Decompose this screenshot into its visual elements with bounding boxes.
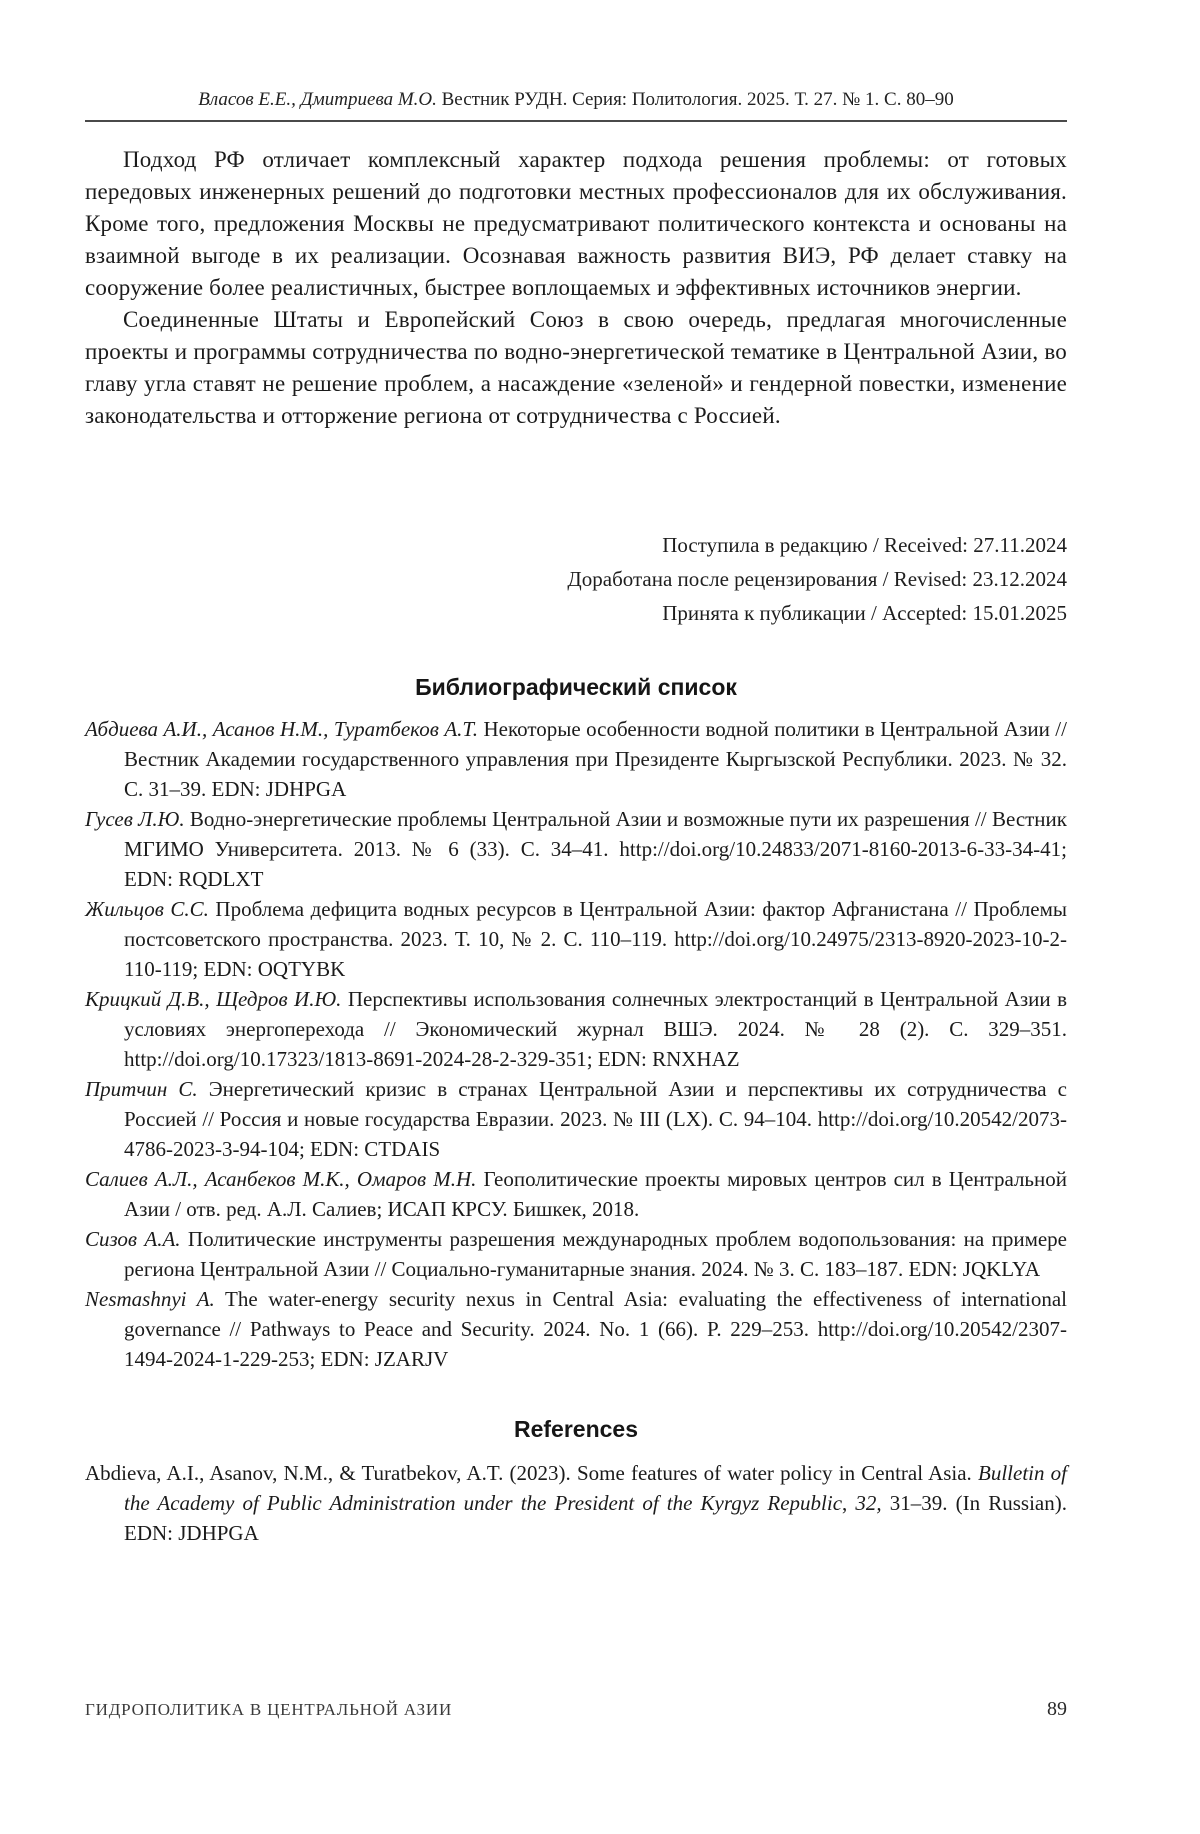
entry-text: The water-energy security nexus in Central Asia: evaluating the effectiveness of international governance // Pathways to Peace and Security. 2024. No. 1 (66). P. 229–253. http://doi.org/10.20542/2307-1494-2024-1-229-253; EDN: JZARJV [124, 1287, 1067, 1371]
running-head-source: Вестник РУДН. Серия: Политология. 2025. Т. 27. № 1. С. 80–90 [436, 89, 954, 110]
bibliography-entry [85, 1224, 1067, 1284]
entry-text: Некоторые особенности водной политики в Центральной Азии // Вестник Академии государственного управления при Президенте Кыргызской Республики. 2023. № 32. С. 31–39. EDN: JDHPGA [124, 717, 1067, 801]
bibliography-list [85, 714, 1067, 1374]
bibliography-entry [85, 894, 1067, 984]
bibliography-entry [85, 1164, 1067, 1224]
dates-block [85, 528, 1067, 630]
date-received: Поступила в редакцию / Received: 27.11.2024 [662, 533, 1067, 557]
body-paragraph-1: Подход РФ отличает комплексный характер подхода решения проблемы: от готовых передовых инженерных решений до подготовки местных профессионалов для их обслуживания. Кроме того, предложения Москвы не предусматривают политического контекста и основаны на взаимной выгоде в их реализации. Осознавая важность развития ВИЭ, РФ делает ставку на сооружение более реалистичных, быстрее воплощаемых и эффективных источников энергии. [85, 147, 1067, 300]
running-head-authors: Власов Е.Е., Дмитриева М.О. [198, 89, 437, 110]
entry-authors: Сизов А.А. [85, 1227, 181, 1251]
entry-authors: Абдиева А.И., Асанов Н.М., Туратбеков А.Т. [85, 717, 478, 741]
entry-authors: Жильцов С.С. [85, 897, 209, 921]
references-heading: References [513, 1416, 639, 1442]
date-accepted: Принята к публикации / Accepted: 15.01.2025 [662, 601, 1067, 625]
entry-authors: Салиев А.Л., Асанбеков М.К., Омаров М.Н. [85, 1167, 477, 1191]
entry-text: Перспективы использования солнечных электростанций в Центральной Азии в условиях энергоперехода // Экономический журнал ВШЭ. 2024. № 28 (2). С. 329–351. http://doi.org/10.17323/1813-8691-2024-28-2-329-351; EDN: RNXHAZ [124, 987, 1067, 1071]
bibliography-entry [85, 984, 1067, 1074]
entry-authors: Притчин С. [85, 1077, 198, 1101]
entry-text: Политические инструменты разрешения международных проблем водопользования: на примере региона Центральной Азии // Социально-гуманитарные знания. 2024. № 3. С. 183–187. EDN: JQKLYA [124, 1227, 1067, 1281]
entry-text: Проблема дефицита водных ресурсов в Центральной Азии: фактор Афганистана // Проблемы постсоветского пространства. 2023. Т. 10, № 2. С. 110–119. http://doi.org/10.24975/2313-8920-2023-10-2-110-119; EDN: OQTYBK [124, 897, 1067, 981]
bibliography-entry [85, 1284, 1067, 1374]
bibliography-entry [85, 804, 1067, 894]
entry-authors: Крицкий Д.В., Щедров И.Ю. [85, 987, 342, 1011]
references-list [85, 1458, 1067, 1548]
entry-authors: Nesmashnyi A. [85, 1287, 215, 1311]
entry-volume: 32, [855, 1491, 882, 1515]
references-entry [85, 1458, 1067, 1548]
bibliography-heading: Библиографический список [415, 674, 737, 700]
entry-authors: Гусев Л.Ю. [85, 807, 185, 831]
page-content [85, 0, 1067, 1548]
footer-running-title: ГИДРОПОЛИТИКА В ЦЕНТРАЛЬНОЙ АЗИИ [85, 1700, 453, 1719]
bibliography-entry [85, 714, 1067, 804]
entry-text: Abdieva, A.I., Asanov, N.M., & Turatbekov, A.T. (2023). Some features of water policy in Central Asia. [85, 1461, 978, 1485]
bibliography-entry [85, 1074, 1067, 1164]
page-footer [85, 1698, 1067, 1721]
entry-text: 31–39. (In Russian). EDN: JDHPGA [124, 1491, 1067, 1545]
entry-text: Водно-энергетические проблемы Центральной Азии и возможные пути их разрешения // Вестник МГИМО Университета. 2013. № 6 (33). С. 34–41. http://doi.org/10.24833/2071-8160-2013-6-33-34-41; EDN: RQDLXT [124, 807, 1067, 891]
entry-journal-title: Bulletin of the Academy of Public Administration under the President of the Kyrgyz Republic [124, 1461, 1067, 1515]
date-revised: Доработана после рецензирования / Revised: 23.12.2024 [567, 567, 1067, 591]
entry-text: , [842, 1491, 856, 1515]
running-head [85, 88, 1067, 122]
entry-text: Геополитические проекты мировых центров сил в Центральной Азии / отв. ред. А.Л. Салиев; ИСАП КРСУ. Бишкек, 2018. [124, 1167, 1067, 1221]
footer-page-number: 89 [1047, 1698, 1067, 1720]
entry-text: Энергетический кризис в странах Центральной Азии и перспективы их сотрудничества с Россией // Россия и новые государства Евразии. 2023. № III (LX). С. 94–104. http://doi.org/10.20542/2073-4786-2023-3-94-104; EDN: CTDAIS [124, 1077, 1067, 1161]
body-paragraph-2: Соединенные Штаты и Европейский Союз в свою очередь, предлагая многочисленные проекты и программы сотрудничества по водно-энергетической тематике в Центральной Азии, во главу угла ставят не решение проблем, а насаждение «зеленой» и гендерной повестки, изменение законодательства и отторжение региона от сотрудничества с Россией. [85, 307, 1067, 428]
